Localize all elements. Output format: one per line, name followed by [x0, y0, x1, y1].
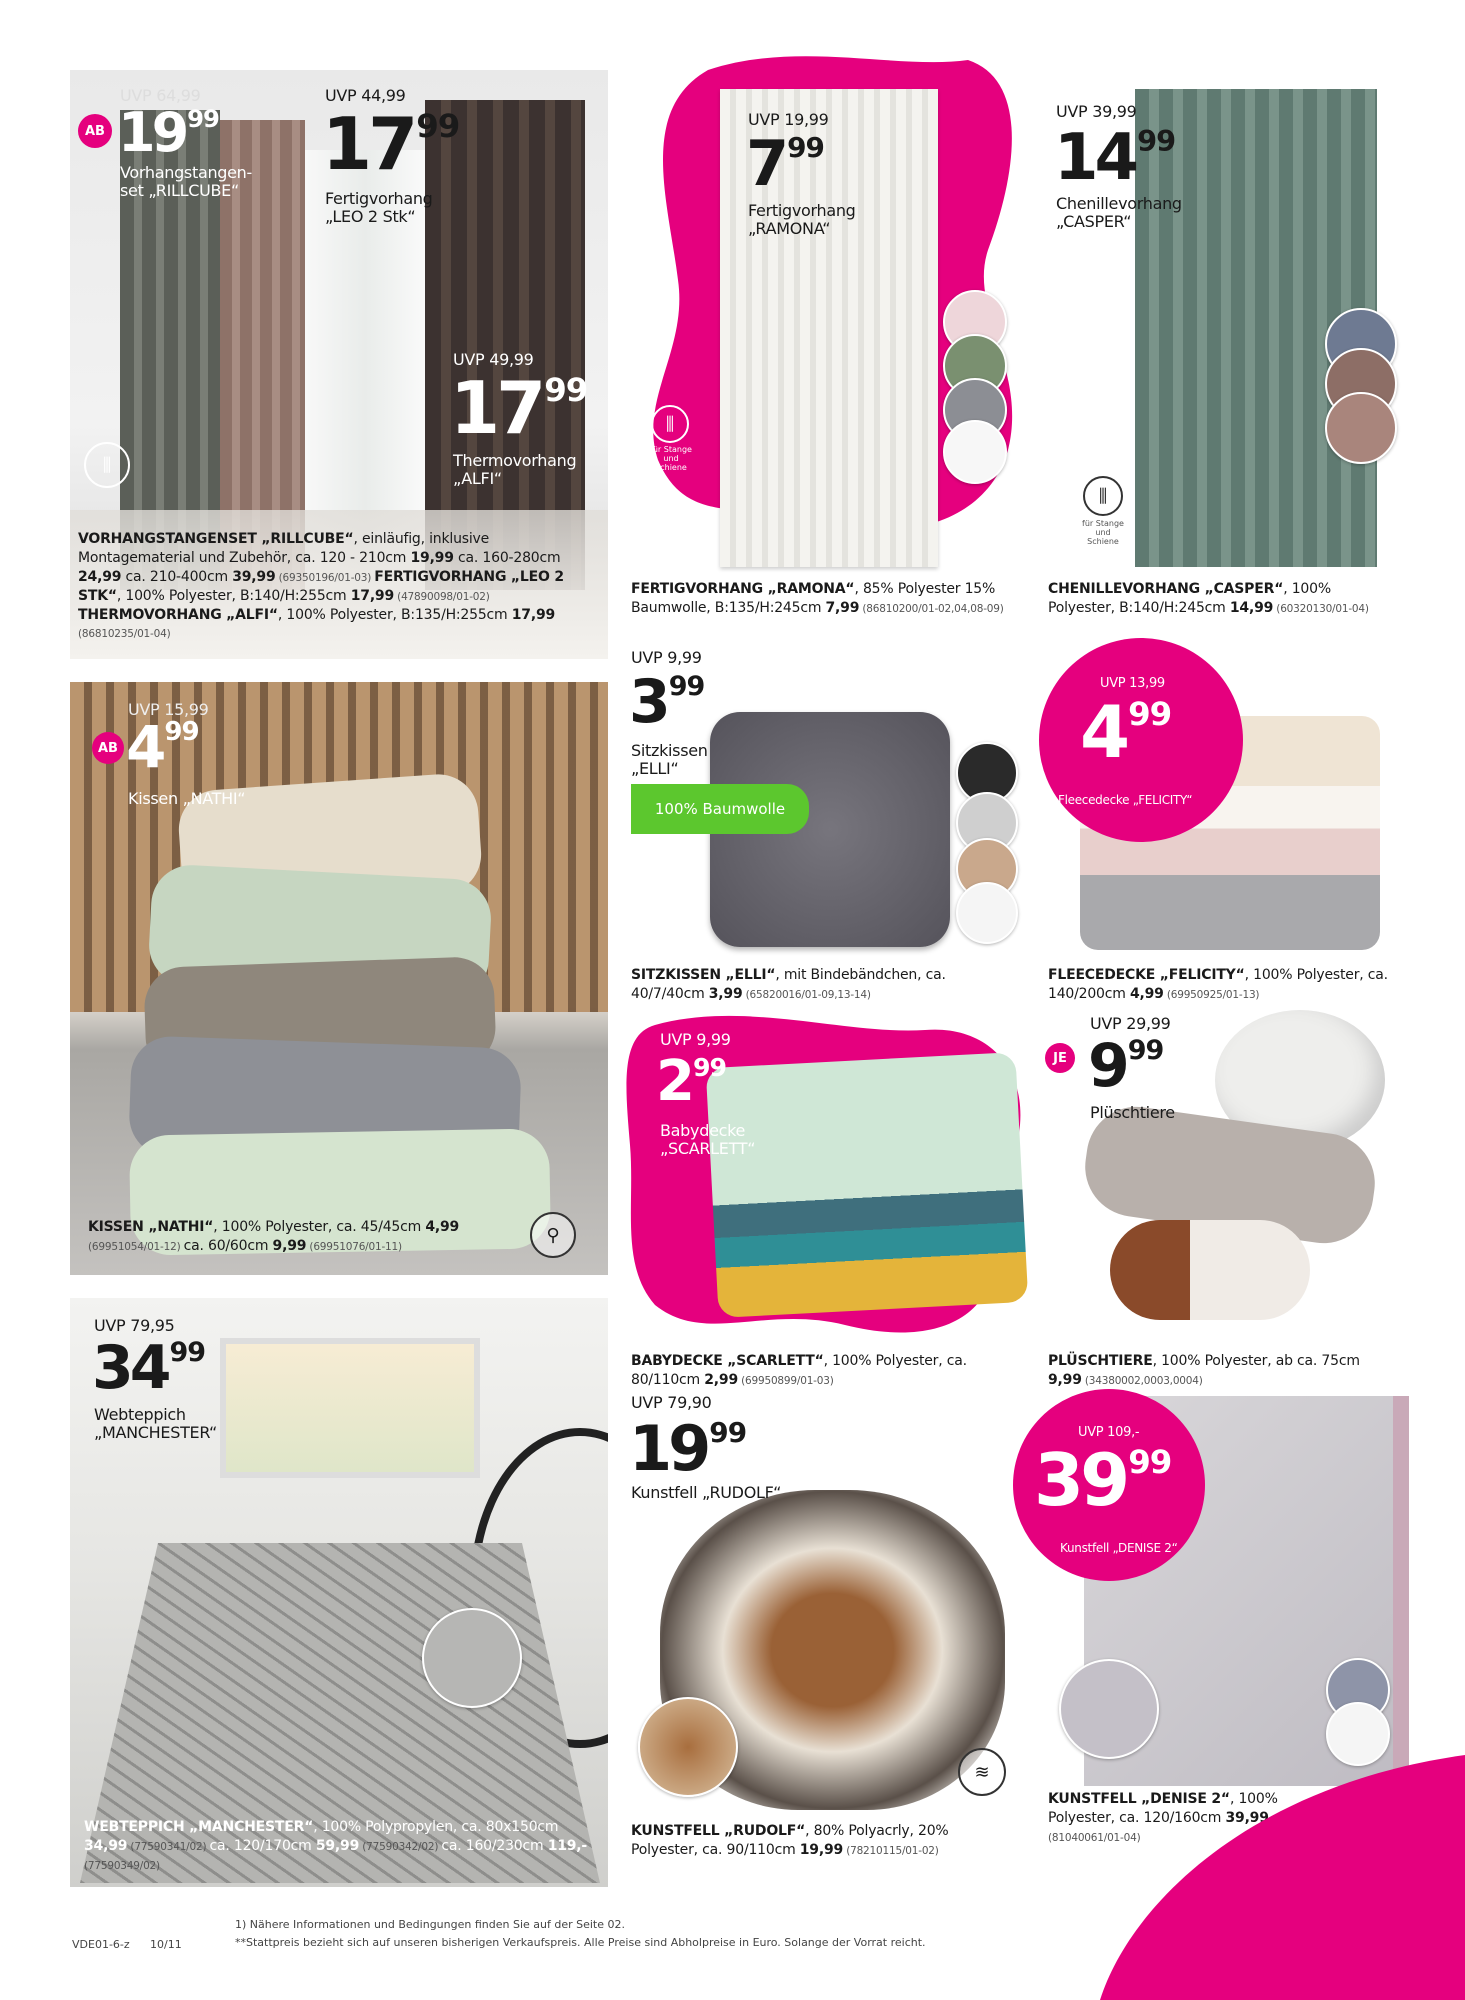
- price-main: 17: [322, 102, 415, 186]
- catalog-code: VDE01-6-z: [72, 1938, 130, 1951]
- label-line: Babydecke: [660, 1121, 746, 1140]
- description-bold-text: BABYDECKE „SCARLETT“: [631, 1353, 824, 1369]
- manchester-price: [92, 1333, 206, 1403]
- label-line: „MANCHESTER“: [94, 1423, 218, 1443]
- curtain-rod-icon: ⫼: [1083, 476, 1123, 516]
- description-bold-text: VORHANGSTANGENSET „RILLCUBE“: [78, 531, 354, 547]
- description-bold-text: FERTIGVORHANG „LEO 2 STK“: [78, 568, 564, 604]
- label-line: „ALFI“: [453, 469, 502, 489]
- description-text: , 100% Polyester, ca. 140/200cm: [1048, 967, 1388, 1002]
- nathi-description: [88, 1218, 518, 1256]
- description-text: , 100% Polyester, B:140/H:255cm: [116, 587, 351, 604]
- description-text: ca. 210-400cm: [121, 568, 233, 585]
- article-number: (34380002,0003,0004): [1081, 1374, 1203, 1387]
- description-bold-text: THERMOVORHANG „ALFI“: [78, 606, 278, 623]
- price-main: 34: [92, 1333, 168, 1403]
- article-number: (69950899/01-03): [738, 1374, 834, 1387]
- swatch-white: [956, 882, 1018, 944]
- description-text: ca. 120/170cm: [209, 1837, 316, 1854]
- label-line: „CASPER“: [1056, 212, 1132, 232]
- baby-blanket-stack-image: [706, 1052, 1029, 1318]
- ramona-uvp: UVP 19,99: [748, 110, 829, 129]
- description-text: , 100% Polyester, B:135/H:255cm: [277, 606, 512, 623]
- price-main: 14: [1054, 121, 1136, 195]
- description-text: ca. 60/60cm: [183, 1237, 273, 1254]
- price-main: 2: [656, 1049, 691, 1114]
- description-bold-text: 19,99: [799, 1841, 844, 1858]
- nathi-uvp: UVP 15,99: [128, 700, 209, 719]
- price-cents: 99: [1127, 1035, 1164, 1067]
- description-bold-text: 17,99: [350, 587, 395, 604]
- description-text: , 100% Polyester, B:140/H:245cm: [1048, 581, 1331, 616]
- label-line: Chenillevorhang: [1056, 194, 1182, 213]
- price-main: 4: [126, 713, 163, 781]
- label-line: Webteppich: [94, 1405, 186, 1424]
- label-line: Thermovorhang: [453, 451, 577, 470]
- alfi-price: [450, 366, 588, 450]
- price-cents: 99: [1128, 694, 1172, 733]
- footnote-2: **Stattpreis bezieht sich auf unseren bisherigen Verkaufspreis. Alle Preise sind Abholpreise in Euro. Solange der Vorrat reicht.: [235, 1936, 926, 1949]
- description-bold-text: FLEECEDECKE „FELICITY“: [1048, 967, 1245, 983]
- article-number: (77590349/02): [84, 1859, 160, 1872]
- price-main: 3: [629, 667, 667, 737]
- rillcube-price: [118, 101, 219, 164]
- article-number: (86810235/01-04): [78, 628, 171, 641]
- article-number: (77590341/02): [127, 1840, 210, 1853]
- rudolf-label: Kunstfell „RUDOLF“: [631, 1483, 782, 1502]
- description-text: , 100% Polypropylen, ca. 80x150cm: [313, 1819, 559, 1835]
- page-number: 10/11: [150, 1938, 182, 1951]
- price-main: 17: [450, 366, 543, 450]
- price-cents: 99: [692, 1053, 727, 1083]
- elli-label: [631, 742, 708, 779]
- denise-uvp: UVP 109,-: [1078, 1425, 1140, 1440]
- price-cents: 99: [1128, 1442, 1172, 1481]
- elli-description: [631, 966, 1011, 1004]
- label-line: „LEO 2 Stk“: [325, 207, 416, 227]
- description-text: ca. 160/230cm: [441, 1837, 548, 1854]
- plush-uvp: UVP 29,99: [1090, 1014, 1171, 1033]
- label-line: Fertigvorhang: [325, 189, 433, 208]
- price-main: 19: [118, 101, 186, 164]
- scarlett-description: [631, 1352, 1011, 1390]
- description-bold-text: SITZKISSEN „ELLI“: [631, 967, 776, 983]
- rillcube-label: [120, 164, 252, 201]
- description-bold-text: KUNSTFELL „RUDOLF“: [631, 1823, 806, 1839]
- scarlett-label: [660, 1122, 755, 1159]
- label-line: Fertigvorhang: [748, 201, 856, 220]
- manchester-uvp: UVP 79,95: [94, 1316, 175, 1335]
- casper-price: [1054, 121, 1176, 195]
- alfi-label: [453, 452, 576, 489]
- price-main: 7: [746, 127, 786, 200]
- rillcube-uvp: UVP 64,99: [120, 86, 201, 105]
- leo-label: [325, 190, 433, 227]
- price-cents: 99: [709, 1416, 747, 1450]
- article-number: (78210115/01-02): [843, 1844, 939, 1857]
- description-bold-text: 39,99: [232, 568, 276, 585]
- description-bold-text: 4,99: [1129, 985, 1164, 1002]
- price-cents: 99: [187, 104, 219, 134]
- felicity-description: [1048, 966, 1438, 1004]
- rudolf-uvp: UVP 79,90: [631, 1393, 712, 1412]
- label-line: set „RILLCUBE“: [120, 181, 239, 201]
- description-text: , 100% Polyester, ca. 45/45cm: [213, 1219, 426, 1235]
- casper-label: [1056, 195, 1182, 232]
- description-bold-text: KISSEN „NATHI“: [88, 1219, 214, 1235]
- ab-badge: AB: [92, 732, 124, 764]
- article-number: (69951054/01-12): [88, 1240, 184, 1253]
- ramona-icon-text: für Stange und Schiene: [650, 445, 692, 472]
- manchester-label: [94, 1406, 217, 1443]
- denise-label: Kunstfell „DENISE 2“: [1060, 1541, 1178, 1555]
- description-bold-text: 19,99: [410, 549, 454, 566]
- ramona-price: [746, 127, 824, 200]
- leo-uvp: UVP 44,99: [325, 86, 406, 105]
- manchester-description: [84, 1818, 599, 1875]
- price-cents: 99: [787, 131, 824, 165]
- article-number: (69950925/01-13): [1163, 988, 1260, 1001]
- felicity-price: [1080, 690, 1172, 774]
- elli-uvp: UVP 9,99: [631, 648, 702, 667]
- article-number: (65820016/01-09,13-14): [742, 988, 871, 1001]
- description-bold-text: 2,99: [704, 1371, 738, 1388]
- description-text: ca. 160-280cm: [453, 549, 561, 566]
- casper-description: [1048, 580, 1378, 618]
- article-number: (69951076/01-11): [306, 1240, 402, 1253]
- rudolf-price: [629, 1412, 747, 1485]
- fur-detail-circle: [638, 1697, 738, 1797]
- description-bold-text: 14,99: [1229, 599, 1274, 616]
- eco-cotton-badge: 100% Baumwolle: [631, 784, 809, 834]
- nathi-price: [126, 713, 199, 781]
- je-badge: JE: [1045, 1043, 1075, 1073]
- curtain-set-description: [78, 530, 603, 643]
- article-number: (77590342/02): [359, 1840, 442, 1853]
- ab-badge: AB: [78, 114, 112, 148]
- description-bold-text: 4,99: [425, 1219, 460, 1235]
- scarlett-price: [656, 1049, 727, 1114]
- label-line: Sitzkissen: [631, 741, 708, 760]
- description-text: , 100% Polyester, ca. 80/110cm: [631, 1353, 967, 1388]
- ramona-label: [748, 202, 856, 239]
- scarlett-uvp: UVP 9,99: [660, 1030, 731, 1049]
- article-number: (69350196/01-03): [275, 571, 375, 584]
- description-bold-text: KUNSTFELL „DENISE 2“: [1048, 1791, 1230, 1807]
- rug-detail-circle: [422, 1608, 522, 1708]
- swatch-white: [943, 420, 1007, 484]
- rudolf-description: [631, 1822, 961, 1860]
- price-cents: 99: [416, 106, 460, 145]
- elli-price: [629, 667, 705, 737]
- description-bold-text: 17,99: [511, 606, 556, 623]
- description-bold-text: 9,99: [1048, 1371, 1082, 1388]
- price-cents: 99: [164, 717, 199, 748]
- casper-uvp: UVP 39,99: [1056, 102, 1137, 121]
- description-text: , 100% Polyester, ab ca. 75cm: [1152, 1353, 1360, 1369]
- description-bold-text: 59,99: [315, 1837, 360, 1854]
- description-text: , mit Bindebändchen, ca. 40/7/40cm: [631, 967, 946, 1002]
- description-text: , 100% Polyester, ca. 120/160cm: [1048, 1791, 1278, 1826]
- denise-price: [1034, 1438, 1172, 1522]
- curtain-rod-icon: ⫼: [651, 405, 689, 443]
- price-cents: 99: [169, 1337, 206, 1369]
- label-line: Vorhangstangen-: [120, 163, 253, 182]
- zipper-icon: ⚲: [530, 1212, 576, 1258]
- plush-description: [1048, 1352, 1388, 1390]
- leo-price: [322, 102, 460, 186]
- article-number: (86810200/01-02,04,08-09): [859, 602, 1004, 615]
- price-main: 4: [1080, 690, 1127, 774]
- description-text: , 85% Polyester 15% Baumwolle, B:135/H:245cm: [631, 581, 996, 616]
- price-main: 9: [1088, 1031, 1126, 1101]
- footnote-1: 1) Nähere Informationen und Bedingungen finden Sie auf der Seite 02.: [235, 1918, 625, 1931]
- curtain-rod-icon: ⫼: [84, 442, 130, 488]
- price-cents: 99: [544, 370, 588, 409]
- description-bold-text: PLÜSCHTIERE: [1048, 1353, 1153, 1369]
- description-bold-text: 24,99: [78, 568, 122, 585]
- casper-icon-text: für Stange und Schiene: [1082, 519, 1124, 546]
- label-line: „RAMONA“: [748, 219, 831, 239]
- article-number: (81040061/01-04): [1048, 1831, 1141, 1844]
- description-text: , einläufig, inklusive Montagematerial und Zubehör, ca. 120 - 210cm: [78, 531, 490, 566]
- description-bold-text: 9,99: [272, 1237, 307, 1254]
- description-bold-text: WEBTEPPICH „MANCHESTER“: [84, 1819, 314, 1835]
- plush-dog-image: [1110, 1220, 1310, 1320]
- price-main: 39: [1034, 1438, 1127, 1522]
- price-cents: 99: [668, 671, 705, 703]
- ramona-description: [631, 580, 1011, 618]
- description-bold-text: 3,99: [708, 985, 743, 1002]
- description-text: , 80% Polyacrly, 20% Polyester, ca. 90/110cm: [631, 1823, 949, 1858]
- label-line: „SCARLETT“: [660, 1139, 756, 1159]
- washing-icon: ≋: [958, 1748, 1006, 1796]
- description-bold-text: 7,99: [825, 599, 860, 616]
- article-number: (47890098/01-02): [394, 590, 490, 603]
- description-bold-text: 39,99: [1225, 1809, 1269, 1826]
- window: [220, 1338, 480, 1478]
- felicity-label: Fleecedecke „FELICITY“: [1058, 793, 1193, 807]
- alfi-uvp: UVP 49,99: [453, 350, 534, 369]
- felicity-uvp: UVP 13,99: [1100, 676, 1165, 691]
- price-main: 19: [629, 1412, 708, 1485]
- label-line: „ELLI“: [631, 759, 679, 779]
- fur-detail-circle: [1059, 1659, 1159, 1759]
- description-bold-text: 34,99: [84, 1837, 128, 1854]
- nathi-label: Kissen „NATHI“: [128, 789, 246, 808]
- description-bold-text: 119,-: [547, 1837, 588, 1854]
- plush-price: [1088, 1031, 1164, 1101]
- article-number: (60320130/01-04): [1273, 602, 1369, 615]
- description-bold-text: CHENILLEVORHANG „CASPER“: [1048, 581, 1284, 597]
- plush-label: Plüschtiere: [1090, 1103, 1175, 1122]
- description-bold-text: FERTIGVORHANG „RAMONA“: [631, 581, 855, 597]
- swatch-rose: [1325, 392, 1397, 464]
- price-cents: 99: [1137, 124, 1176, 159]
- pink-corner-decoration: [1100, 1755, 1465, 2000]
